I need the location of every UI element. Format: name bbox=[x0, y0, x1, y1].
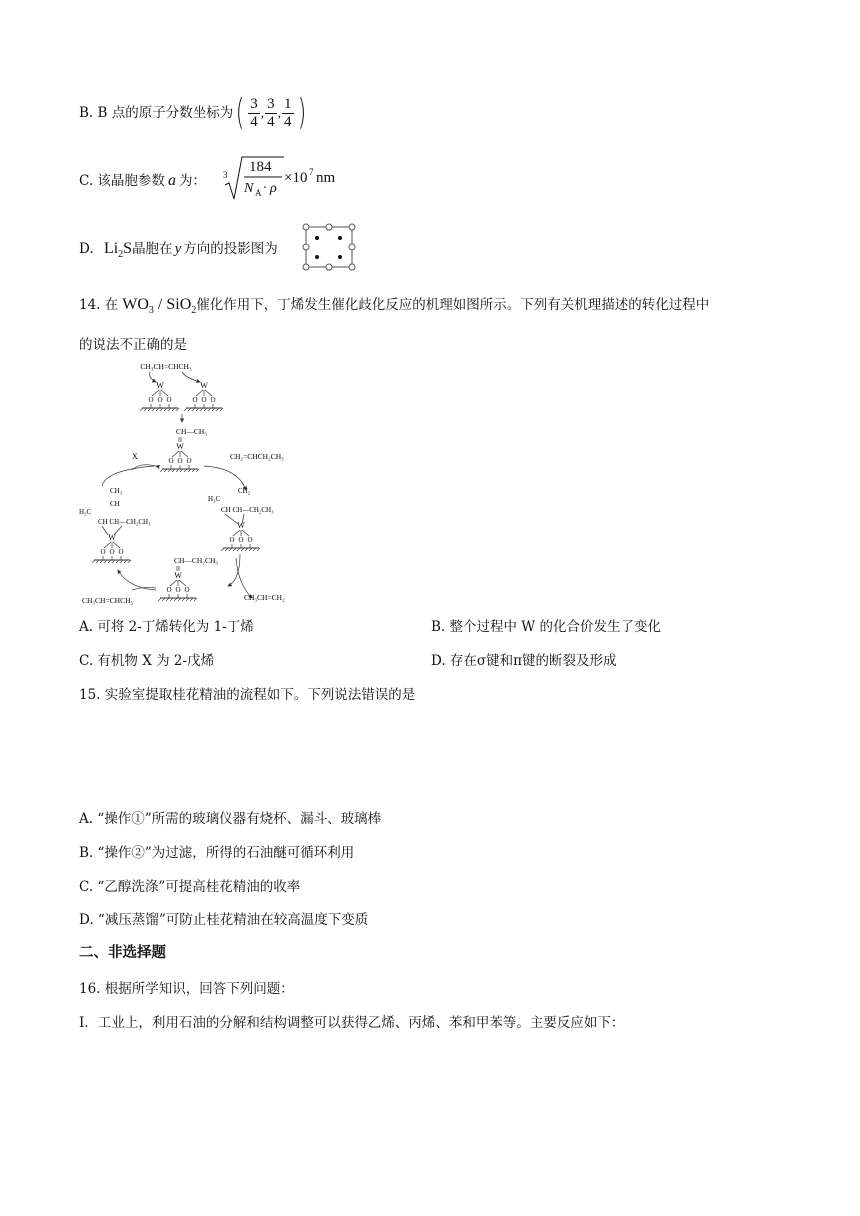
left-paren: ( bbox=[236, 92, 245, 133]
wo3-formula: $WO_3 / SiO_2$ bbox=[122, 296, 197, 317]
svg-text:CH: CH bbox=[110, 500, 120, 508]
svg-text:CH₂: CH₂ bbox=[238, 487, 251, 495]
q14-option-b: B. 整个过程中 W 的化合价发生了变化 bbox=[431, 619, 661, 635]
q13-option-c: C. 该晶胞参数 a 为： bbox=[79, 172, 206, 189]
q16-part1: Ⅰ．工业上，利用石油的分解和结构调整可以获得乙烯、丙烯、苯和甲苯等。主要反应如下： bbox=[79, 1015, 625, 1031]
q15-option-b: B. “操作②”为过滤，所得的石油醚可循环利用 bbox=[79, 845, 355, 861]
q15-option-a: A. “操作①”所需的玻璃仪器有烧杯、漏斗、玻璃棒 bbox=[79, 811, 382, 827]
svg-text:CH CH—CH₂CH₃: CH CH—CH₂CH₃ bbox=[98, 518, 151, 526]
q14-stem: 14. 在 $WO_3 / SiO_2$催化作用下，丁烯发生催化歧化反应的机理如图所示。下列有关机理描述的转化过程中 bbox=[79, 296, 710, 317]
reagent-right: CH₂=CHCH₂CH₃ bbox=[230, 452, 284, 461]
coord-z: $\frac{1}{4}$ bbox=[284, 95, 292, 130]
svg-text:H₃C: H₃C bbox=[79, 508, 92, 516]
mechanism-diagram: W O O O CH₃CH=CHCH₃ CH—CH₃ CH₂=CHCH₂CH₃ X CH₃ CH H₃C CH CH—CH₂CH₃ CH₂ H₃C CH CH—CH₂CH₃ CH₃CH=CH₂ CH—CH₂CH₃ CH₃CH=CHCH₃ bbox=[66, 351, 285, 605]
carbene-top: CH—CH₃ bbox=[176, 427, 207, 436]
product-right: CH₃CH=CH₂ bbox=[244, 593, 285, 602]
top-reactant: CH₃CH=CHCH₃ bbox=[140, 362, 192, 371]
svg-text:CH CH—CH₂CH₃: CH CH—CH₂CH₃ bbox=[221, 506, 274, 514]
li2s-formula: $Li_2S$ bbox=[103, 240, 133, 261]
q15-option-d: D. “减压蒸馏”可防止桂花精油在较高温度下变质 bbox=[79, 912, 369, 928]
q14-stem-line2: 的说法不正确的是 bbox=[79, 337, 187, 353]
coord-y: $\frac{3}{4}$ bbox=[267, 95, 275, 130]
svg-text:H₃C: H₃C bbox=[208, 495, 221, 503]
product-left: CH₃CH=CHCH₃ bbox=[82, 596, 134, 605]
projection-diagram bbox=[300, 222, 358, 272]
q14-option-d: D. 存在σ键和π键的断裂及形成 bbox=[431, 653, 617, 669]
section-heading: 二、非选择题 bbox=[79, 945, 166, 961]
svg-text:CH₃: CH₃ bbox=[110, 487, 123, 495]
q14-option-c: C. 有机物 X 为 2-戊烯 bbox=[79, 653, 215, 669]
bottom-carbene: CH—CH₂CH₃ bbox=[174, 556, 218, 565]
x-label: X bbox=[132, 452, 138, 461]
q13-option-b-text: B. B 点的原子分数坐标为 bbox=[79, 105, 234, 121]
q14-option-a: A. 可将 2-丁烯转化为 1-丁烯 bbox=[79, 619, 254, 635]
q13-option-d: D. $Li_2S$晶胞在 y 方向的投影图为 bbox=[79, 240, 278, 261]
q15-stem: 15. 实验室提取桂花精油的流程如下。下列说法错误的是 bbox=[79, 687, 416, 703]
q15-option-c: C. “乙醇洗涤”可提高桂花精油的收率 bbox=[79, 879, 301, 895]
q13-option-c-formula: 3 184 N A · ρ ×10 7 nm bbox=[222, 153, 372, 203]
right-paren: ) bbox=[297, 92, 306, 133]
coord-x: $\frac{3}{4}$ bbox=[250, 95, 258, 130]
q13-option-b: B. B 点的原子分数坐标为( $\frac{3}{4}$ , $\frac{3}{4}$ , $\frac{1}{4}$ ) bbox=[79, 92, 306, 133]
q16-stem: 16. 根据所学知识，回答下列问题： bbox=[79, 981, 294, 997]
